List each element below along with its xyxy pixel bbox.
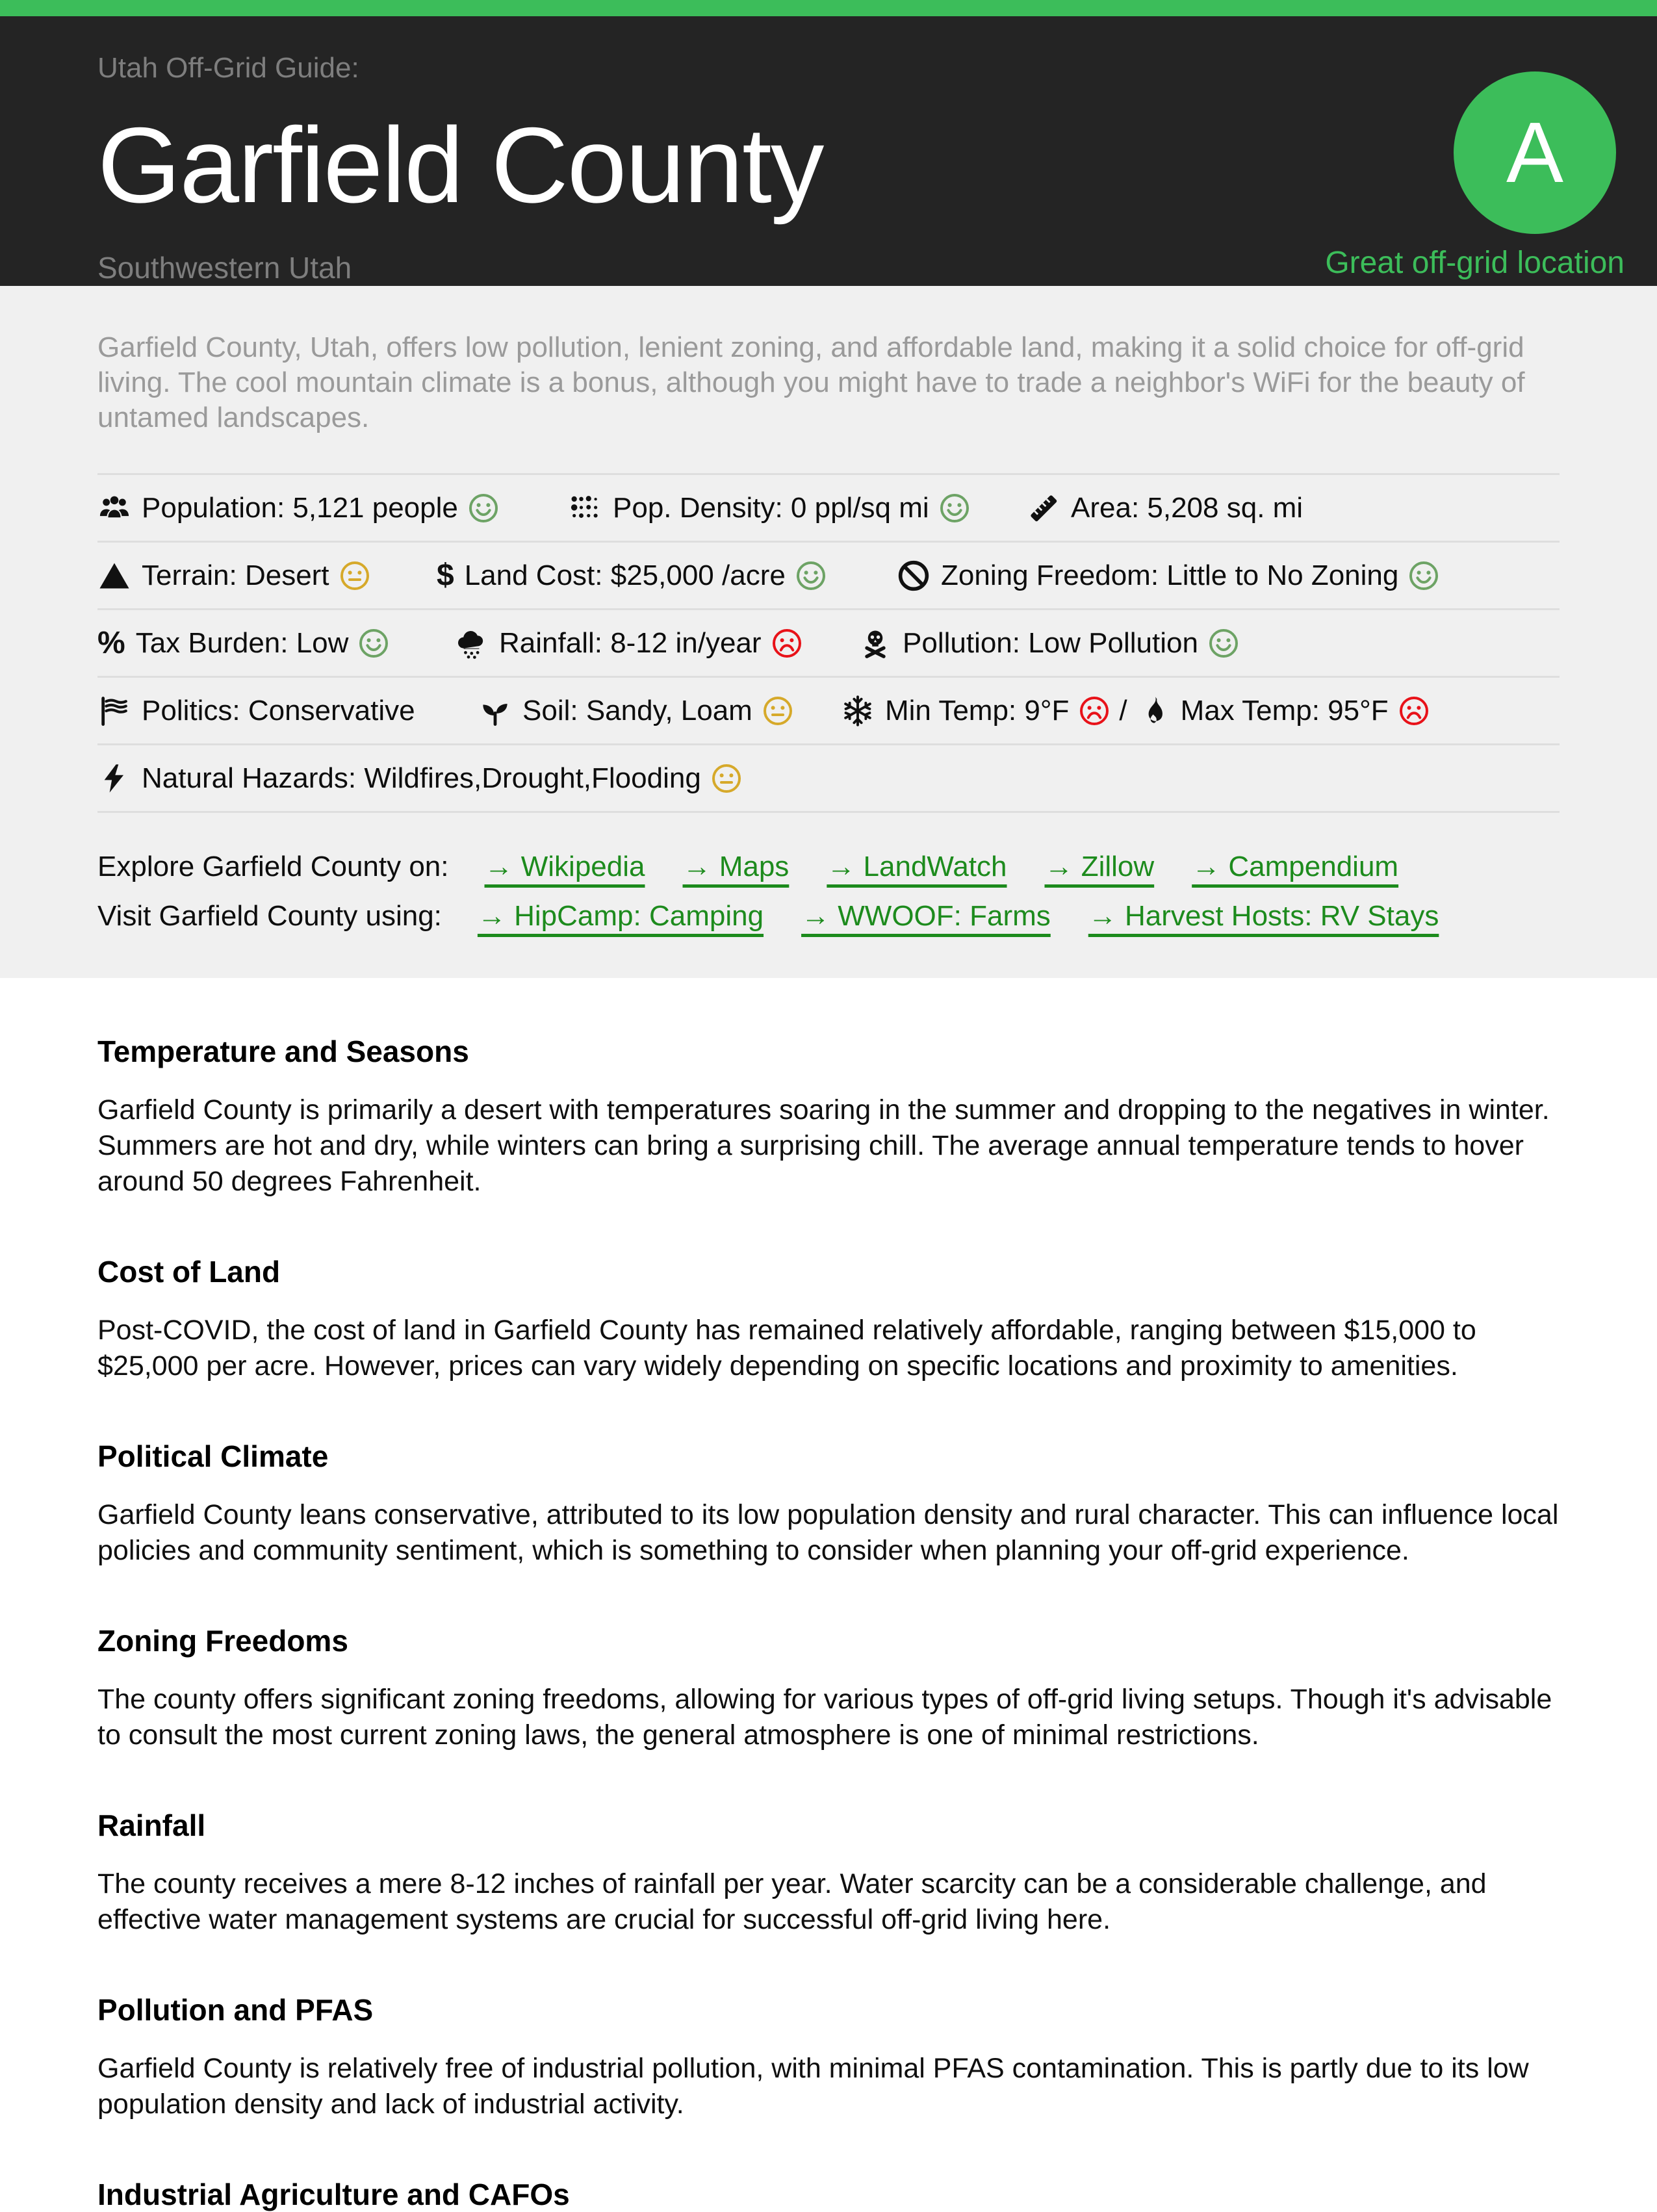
section-heading: Pollution and PFAS [97, 1993, 374, 2027]
stat-row [97, 541, 1560, 608]
smile-face-icon [939, 493, 970, 524]
section-paragraph: Post-COVID, the cost of land in Garfield County has remained relatively affordable, ranging between $15,000 to $25,000 per acre. However, prices can vary widely depending on specific locations and proximity to amenities. [97, 1315, 1476, 1382]
summary-paragraph: Garfield County, Utah, offers low pollution, lenient zoning, and affordable land, making it a solid choice for off-grid living. The cool mountain climate is a bonus, although you might have to trade a neighbor's WiFi for the beauty of untamed landscapes. [97, 331, 1525, 433]
meh-face-icon [762, 695, 793, 727]
frown-face-icon [1079, 695, 1110, 727]
smile-face-icon [358, 628, 389, 659]
section-heading: Zoning Freedoms [97, 1624, 348, 1658]
guide-kicker: Utah Off-Grid Guide: [97, 52, 359, 84]
stat-label: Pollution: Low Pollution [903, 626, 1198, 659]
section-heading: Political Climate [97, 1439, 329, 1473]
section-paragraph: Garfield County leans conservative, attributed to its low population density and rural character. This can influence local policies and community sentiment, which is something to consider when planning your off-grid experience. [97, 1499, 1559, 1566]
explore-link-maps[interactable]: → Maps [682, 851, 790, 882]
explore-line [97, 851, 1560, 883]
explore-link-landwatch[interactable]: → LandWatch [827, 851, 1007, 882]
stats-table [97, 473, 1560, 813]
section-heading: Cost of Land [97, 1255, 281, 1289]
stat-label: Max Temp: 95°F [1180, 694, 1389, 727]
region-subtitle: Southwestern Utah [97, 251, 352, 285]
stat-item [437, 559, 897, 592]
explore-label: Explore Garfield County on: [97, 851, 449, 882]
stat-row [97, 608, 1560, 676]
stat-item [569, 491, 1027, 525]
page-title: Garfield County [97, 105, 823, 225]
stat-item [841, 694, 1110, 728]
ban-icon [897, 559, 931, 593]
stat-label: Pop. Density: 0 ppl/sq mi [613, 491, 929, 524]
frown-face-icon [771, 628, 803, 659]
grade-caption: Great off-grid location [1325, 246, 1625, 280]
stat-label: Politics: Conservative [142, 694, 415, 727]
stat-item [897, 559, 1439, 593]
percent-icon: % [97, 625, 125, 660]
section-paragraph: The county offers significant zoning freedoms, allowing for various types of off-grid living setups. Though it's advisable to consult the most current zoning laws, the general atmosphere is one of minimal restrictions. [97, 1684, 1552, 1751]
top-accent-bar [0, 0, 1657, 16]
visit-link-wwoof-farms[interactable]: → WWOOF: Farms [801, 900, 1051, 932]
visit-label: Visit Garfield County using: [97, 900, 442, 932]
flame-icon [1137, 694, 1170, 728]
stat-item [478, 694, 841, 728]
section-heading: Temperature and Seasons [97, 1035, 469, 1068]
explore-link-wikipedia[interactable]: → Wikipedia [484, 851, 645, 882]
flag-icon [97, 694, 131, 728]
temp-separator: / [1119, 694, 1127, 727]
smile-face-icon [795, 560, 827, 591]
stat-row [97, 473, 1560, 541]
stat-label: Natural Hazards: Wildfires,Drought,Flooding [142, 762, 701, 794]
stat-item [97, 694, 478, 728]
stat-item [1027, 491, 1303, 525]
smile-face-icon [468, 493, 499, 524]
stat-label: Terrain: Desert [142, 559, 329, 591]
stat-label: Rainfall: 8-12 in/year [499, 626, 762, 659]
section-heading: Rainfall [97, 1808, 206, 1842]
links-block [97, 851, 1560, 932]
smile-face-icon [1408, 560, 1439, 591]
section-paragraph: The county receives a mere 8-12 inches of rainfall per year. Water scarcity can be a considerable challenge, and effective water management systems are crucial for successful off-grid living here. [97, 1868, 1487, 1935]
dollar-icon: $ [437, 558, 454, 593]
mountain-icon [97, 559, 131, 593]
ruler-icon [1027, 491, 1060, 525]
stat-label: Land Cost: $25,000 /acre [464, 559, 786, 591]
stat-item [97, 559, 437, 593]
grade-badge [1454, 71, 1616, 234]
smile-face-icon [1208, 628, 1239, 659]
density-dots-icon [569, 491, 602, 525]
stat-label: Min Temp: 9°F [885, 694, 1070, 727]
stat-item [455, 626, 858, 660]
explore-link-zillow[interactable]: → Zillow [1044, 851, 1155, 882]
article [0, 978, 1657, 2212]
skull-crossbones-icon [858, 626, 892, 660]
meh-face-icon [711, 763, 742, 794]
visit-link-hipcamp-camping[interactable]: → HipCamp: Camping [477, 900, 764, 932]
stat-label: Zoning Freedom: Little to No Zoning [941, 559, 1399, 591]
section-paragraph: Garfield County is primarily a desert with temperatures soaring in the summer and dropping to the negatives in winter. Summers are hot and dry, while winters can bring a surprising chill. The average annual temperature tends to hover around 50 degrees Fahrenheit. [97, 1094, 1550, 1197]
stat-item [858, 626, 1239, 660]
section-heading: Industrial Agriculture and CAFOs [97, 2178, 570, 2211]
grade-letter: A [1506, 105, 1564, 200]
stat-row [97, 676, 1560, 743]
snowflake-icon [841, 694, 875, 728]
bolt-icon [97, 762, 131, 795]
stat-item [97, 762, 742, 795]
stat-item [97, 627, 455, 660]
summary-section [0, 286, 1657, 978]
stat-label: Area: 5,208 sq. mi [1071, 491, 1304, 524]
stat-item [1137, 694, 1430, 728]
stat-label: Tax Burden: Low [135, 626, 349, 659]
explore-link-campendium[interactable]: → Campendium [1192, 851, 1399, 882]
stat-label: Population: 5,121 people [142, 491, 458, 524]
rain-cloud-icon [455, 626, 489, 660]
meh-face-icon [339, 560, 370, 591]
section-paragraph: Garfield County is relatively free of industrial pollution, with minimal PFAS contamination. This is partly due to its low population density and lack of industrial activity. [97, 2053, 1529, 2120]
stat-row [97, 743, 1560, 811]
stat-item [97, 491, 569, 525]
seedling-icon [478, 694, 512, 728]
stat-label: Soil: Sandy, Loam [522, 694, 752, 727]
frown-face-icon [1398, 695, 1430, 727]
header [0, 16, 1657, 286]
visit-line [97, 900, 1560, 932]
visit-link-harvest-hosts-rv-stays[interactable]: → Harvest Hosts: RV Stays [1088, 900, 1439, 932]
users-icon [97, 491, 131, 525]
